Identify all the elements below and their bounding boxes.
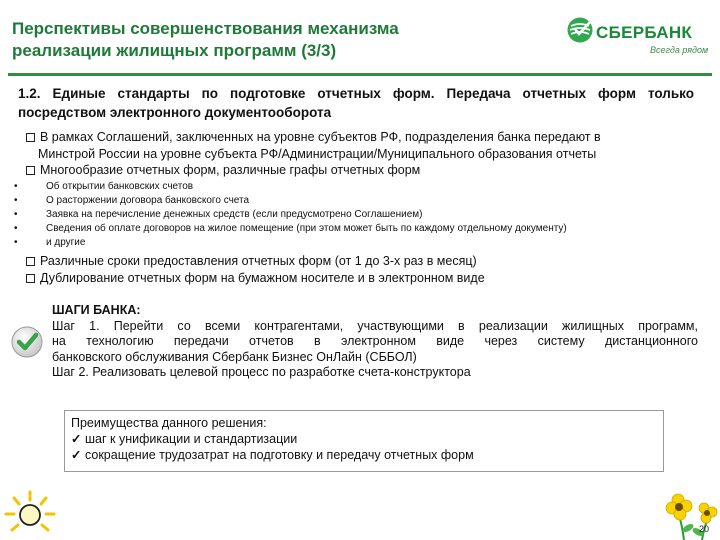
list-item-text: Заявка на перечисление денежных средств (если предусмотрено Соглашением) — [46, 209, 423, 220]
step-1-line-1: Шаг 1. Перейти со всеми контрагентами, участвующими в реализации жилищных программ, — [52, 318, 698, 333]
square-bullet-icon — [26, 257, 35, 266]
point-text: Многообразие отчетных форм, различные графы отчетных форм — [40, 163, 421, 177]
square-bullet-icon — [26, 274, 35, 283]
check-mark-icon: ✓ — [71, 448, 82, 462]
list-item-text: и другие — [46, 237, 86, 248]
square-bullet-icon — [26, 133, 35, 142]
point-text: Дублирование отчетных форм на бумажном носителе и в электронном виде — [40, 271, 485, 285]
bullet-dot-icon: • — [14, 195, 18, 206]
page-title — [12, 18, 482, 62]
check-mark-icon: ✓ — [71, 432, 82, 446]
checkmark-icon — [10, 325, 44, 359]
point-text: Минстрой России на уровне субъекта РФ/Администрации/Муниципального образования отчеты — [38, 147, 597, 161]
step-2: Шаг 2. Реализовать целевой процесс по разработке счета-конструктора — [52, 365, 471, 379]
benefit-item — [71, 431, 657, 447]
step-1-line-2: на технологию передачи отчетов в электронном виде через систему дистанционного — [52, 334, 698, 348]
square-bullet-icon — [26, 166, 35, 175]
benefit-text: сокращение трудозатрат на подготовку и передачу отчетных форм — [85, 448, 474, 462]
page-title-line-2: реализации жилищных программ (3/3) — [12, 41, 337, 60]
step-1-line-3: банковского обслуживания Сбербанк Бизнес ОнЛайн (СББОЛ) — [52, 349, 417, 364]
page-number: 20 — [699, 524, 710, 534]
sun-decoration-icon — [0, 488, 60, 540]
section-subtitle: 1.2. Единые стандарты по подготовке отчетных форм. Передача отчетных форм только посредством электронного документооборота — [18, 86, 694, 120]
bullet-dot-icon: • — [14, 181, 18, 192]
logo-slogan: Всегда рядом — [650, 45, 709, 55]
benefit-item — [71, 447, 657, 463]
bullet-dot-icon: • — [14, 223, 18, 234]
bullet-dot-icon: • — [14, 209, 18, 220]
flowers-decoration-icon — [662, 484, 718, 540]
point-text: Различные сроки предоставления отчетных форм (от 1 до 3-х раз в месяц) — [40, 254, 477, 268]
list-item-text: О расторжении договора банковского счета — [46, 195, 250, 206]
list-item-text: Об открытии банковских счетов — [46, 181, 194, 192]
bank-steps — [52, 303, 698, 381]
sberbank-logo — [566, 14, 716, 64]
page-title-line-1: Перспективы совершенствования механизма — [12, 19, 399, 38]
benefit-text: шаг к унификации и стандартизации — [85, 432, 298, 446]
sberbank-emblem-icon — [566, 16, 594, 44]
bullet-dot-icon: • — [14, 237, 18, 248]
logo-name: СБЕРБАНК — [596, 23, 693, 42]
header-divider — [8, 73, 712, 76]
steps-heading: ШАГИ БАНКА: — [52, 303, 141, 317]
benefits-box — [64, 410, 664, 472]
list-item-text: Сведения об оплате договоров на жилое помещение (при этом может быть по каждому отдельному документу) — [46, 223, 567, 234]
point-text: В рамках Соглашений, заключенных на уровне субъектов РФ, подразделения банка передают в — [40, 130, 601, 144]
benefits-heading: Преимущества данного решения: — [71, 416, 267, 430]
